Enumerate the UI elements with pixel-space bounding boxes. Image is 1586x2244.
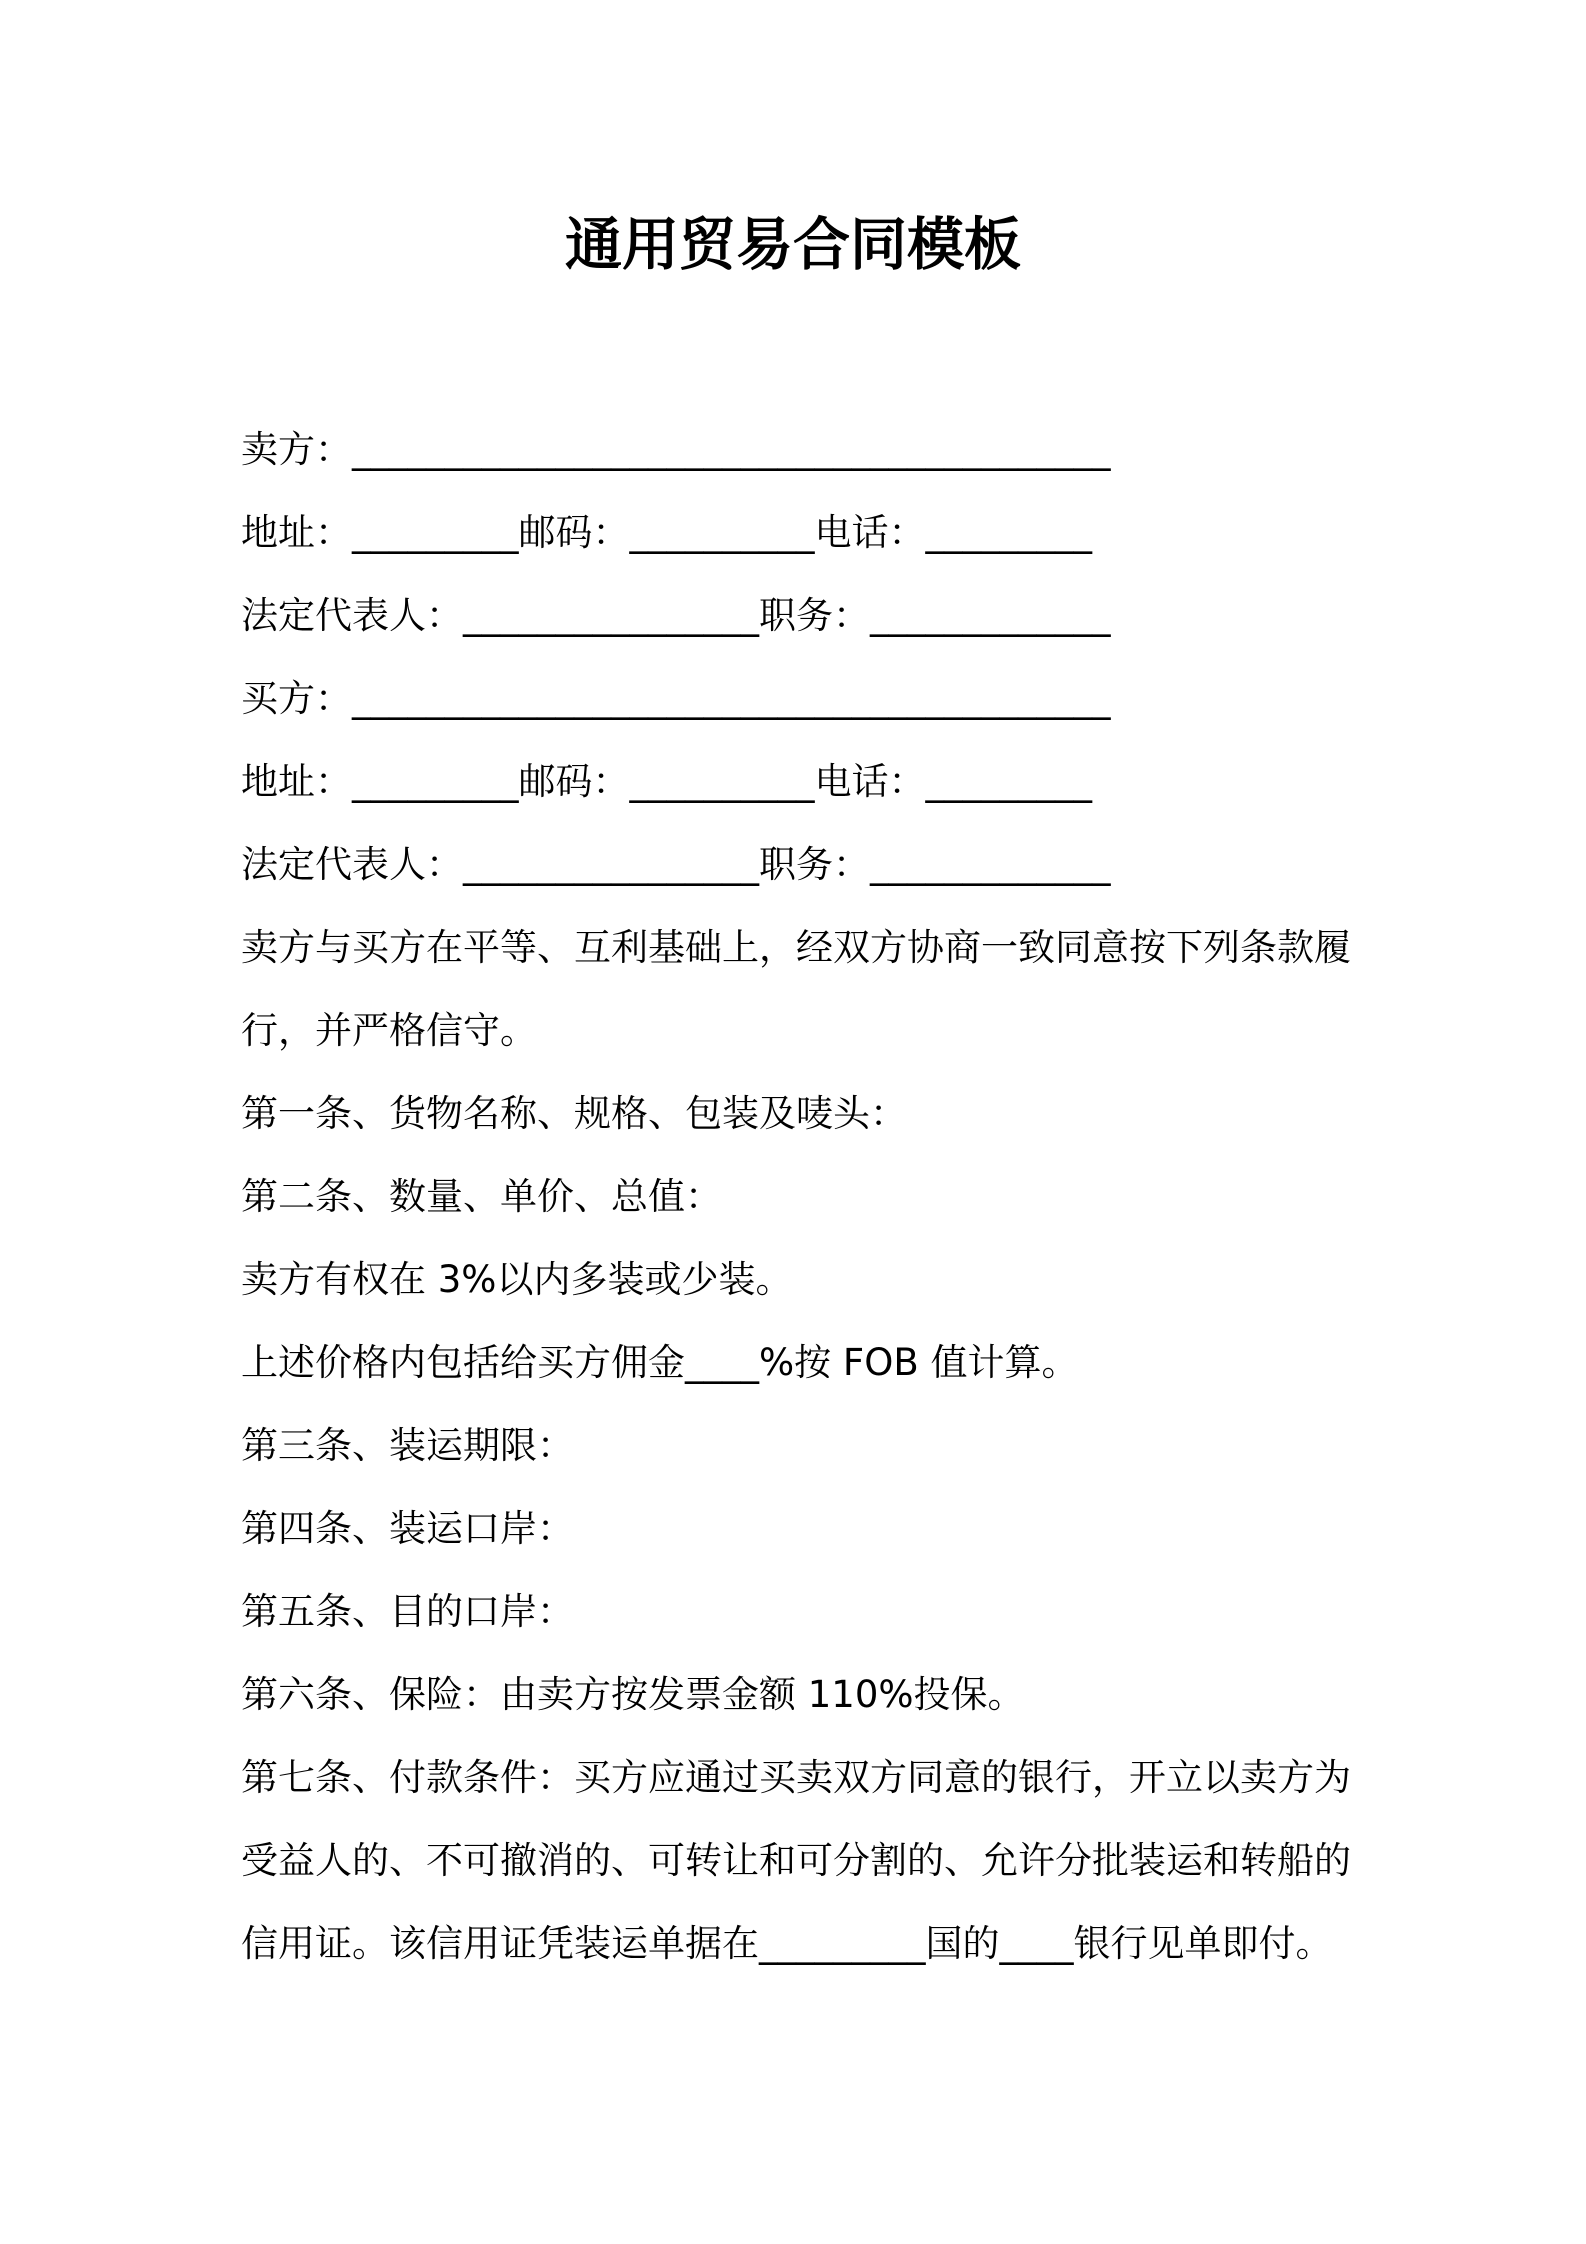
article-2-commission: 上述价格内包括给买方佣金____%按 FOB 值计算。 (241, 1341, 1079, 1384)
preamble-line-1: 卖方与买方在平等、互利基础上，经双方协商一致同意按下列条款履 (241, 926, 1351, 969)
article-6: 第六条、保险：由卖方按发票金额 110%投保。 (241, 1673, 1025, 1716)
article-2-tolerance: 卖方有权在 3%以内多装或少装。 (241, 1258, 793, 1301)
seller-line: 卖方：_________________________________________ (241, 428, 1111, 471)
buyer-line: 买方：_________________________________________ (241, 677, 1111, 720)
buyer-address-line: 地址：_________邮码：__________电话：_________ (241, 760, 1092, 803)
article-7-line-1: 第七条、付款条件：买方应通过买卖双方同意的银行，开立以卖方为 (241, 1756, 1351, 1799)
article-2: 第二条、数量、单价、总值： (241, 1175, 722, 1218)
article-7-line-3: 信用证。该信用证凭装运单据在_________国的____银行见单即付。 (241, 1922, 1333, 1965)
seller-representative-line: 法定代表人：________________职务：_____________ (241, 594, 1111, 637)
article-3: 第三条、装运期限： (241, 1424, 574, 1467)
article-1: 第一条、货物名称、规格、包装及唛头： (241, 1092, 907, 1135)
article-5: 第五条、目的口岸： (241, 1590, 574, 1633)
article-4: 第四条、装运口岸： (241, 1507, 574, 1550)
seller-address-line: 地址：_________邮码：__________电话：_________ (241, 511, 1092, 554)
contract-body (241, 408, 1351, 1985)
buyer-representative-line: 法定代表人：________________职务：_____________ (241, 843, 1111, 886)
document-title: 通用贸易合同模板 (565, 212, 1021, 278)
preamble-line-2: 行，并严格信守。 (241, 1009, 537, 1052)
article-7-line-2: 受益人的、不可撤消的、可转让和可分割的、允许分批装运和转船的 (241, 1839, 1351, 1882)
